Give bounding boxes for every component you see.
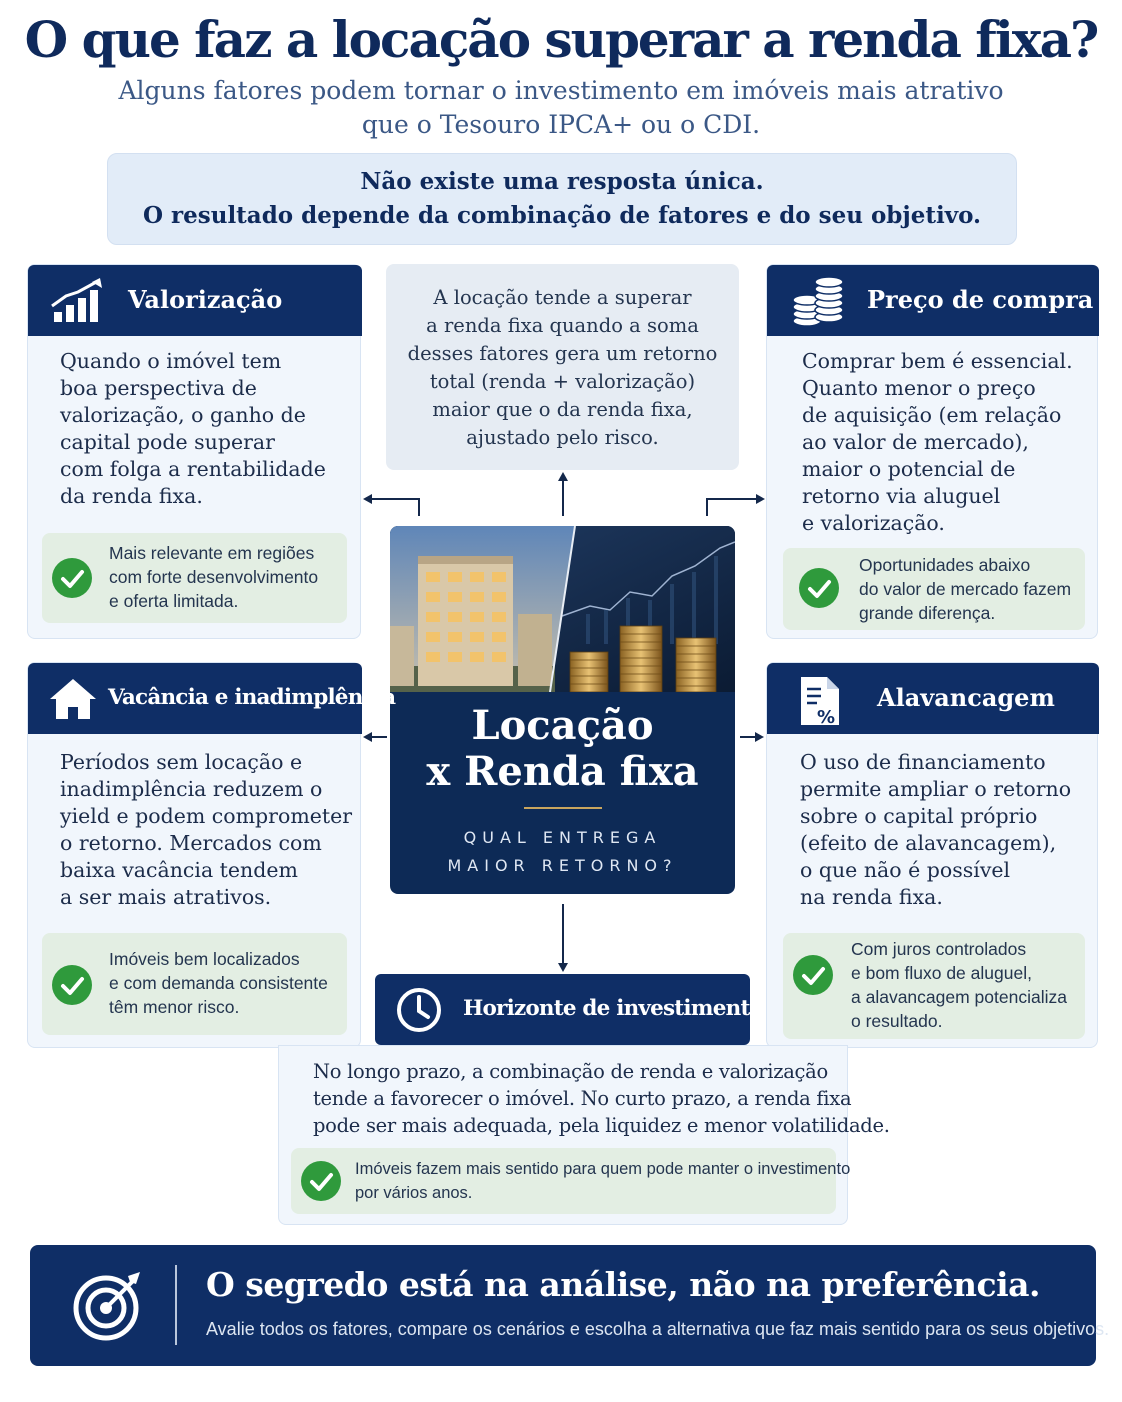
- arrow-left-small-icon: [363, 729, 387, 745]
- body-line: inadimplência reduzem o: [60, 777, 323, 801]
- body-line: na renda fixa.: [800, 885, 943, 909]
- center-summary-box: [386, 264, 739, 470]
- body-line: a ser mais atrativos.: [60, 885, 272, 909]
- hero-title-line-1: Locação: [471, 702, 654, 749]
- note-line: a alavancagem potencializa: [851, 987, 1067, 1007]
- check-icon: [799, 568, 839, 608]
- note-line: por vários anos.: [355, 1184, 473, 1202]
- subtitle-line-1: Alguns fatores podem tornar o investimento em imóveis mais atrativo: [118, 76, 1004, 105]
- body-line: o que não é possível: [800, 858, 1011, 882]
- body-line: valorização, o ganho de: [60, 403, 306, 427]
- summary-line: A locação tende a superar: [433, 286, 692, 309]
- banner-line-2: O resultado depende da combinação de fatores e do seu objetivo.: [142, 202, 982, 229]
- card-body-valorizacao: [60, 348, 326, 510]
- note-line: Oportunidades abaixo: [859, 555, 1031, 575]
- summary-line: desses fatores gera um retorno: [407, 342, 718, 365]
- hero-title-line-2: x Renda fixa: [426, 748, 699, 795]
- summary-line: total (renda + valorização): [429, 370, 696, 393]
- note-alavancagem: [783, 933, 1085, 1039]
- card-header-preco: [767, 265, 1099, 336]
- body-line: retorno via aluguel: [802, 484, 1001, 508]
- body-line: yield e podem comprometer: [60, 804, 353, 828]
- body-line: (efeito de alavancagem),: [800, 831, 1057, 855]
- subtitle-line-2: que o Tesouro IPCA+ ou o CDI.: [361, 110, 761, 139]
- card-title-alavancagem: Alavancagem: [877, 683, 1055, 712]
- body-line: pode ser mais adequada, pela liquidez e menor volatilidade.: [313, 1114, 890, 1137]
- card-body-alavancagem: [800, 749, 1071, 911]
- note-line: Mais relevante em regiões: [109, 543, 315, 563]
- hero-caption-line-1: QUAL ENTREGA: [463, 828, 662, 847]
- note-vacancia: [42, 933, 347, 1035]
- target-icon: [70, 1270, 146, 1346]
- coins-icon: [791, 277, 845, 331]
- note-line: e oferta limitada.: [109, 591, 239, 611]
- card-preco-compra: [766, 264, 1098, 639]
- body-line: da renda fixa.: [60, 484, 203, 508]
- clock-icon: [395, 986, 443, 1038]
- footer-text: Avalie todos os fatores, compare os cenários e escolha a alternativa que faz mais sentido para os seus objetivos.: [206, 1319, 1110, 1339]
- note-line: e com demanda consistente: [109, 973, 328, 993]
- body-line: sobre o capital próprio: [800, 804, 1038, 828]
- note-horizonte: [291, 1148, 851, 1214]
- buildings-and-coins-illustration: [390, 526, 735, 692]
- note-line: Imóveis bem localizados: [109, 949, 300, 969]
- summary-line: a renda fixa quando a soma: [426, 314, 699, 337]
- note-line: têm menor risco.: [109, 997, 240, 1017]
- key-message-banner: [107, 153, 1017, 245]
- card-header-horizonte: [375, 974, 764, 1045]
- body-line: Quando o imóvel tem: [60, 349, 282, 373]
- note-preco: [783, 548, 1085, 630]
- card-vacancia: [27, 662, 396, 1048]
- arrow-up-icon: [555, 472, 571, 516]
- card-title-vacancia: Vacância e inadimplência: [108, 685, 396, 710]
- body-line: Períodos sem locação e: [60, 750, 303, 774]
- card-valorizacao: [27, 264, 361, 639]
- body-line: ao valor de mercado),: [802, 430, 1029, 454]
- body-line: Comprar bem é essencial.: [802, 349, 1073, 373]
- note-line: Imóveis fazem mais sentido para quem pode manter o investimento: [355, 1160, 851, 1178]
- body-line: capital pode superar: [60, 430, 275, 454]
- note-line: com forte desenvolvimento: [109, 567, 319, 587]
- check-icon: [52, 965, 92, 1005]
- note-line: do valor de mercado fazem: [859, 579, 1072, 599]
- card-body-vacancia: [60, 749, 352, 911]
- note-line: grande diferença.: [859, 603, 996, 623]
- growth-chart-icon: [50, 278, 106, 328]
- body-line: o retorno. Mercados com: [60, 831, 322, 855]
- arrow-left-icon: [363, 489, 423, 517]
- card-horizonte: [278, 1045, 890, 1225]
- check-icon: [793, 955, 833, 995]
- note-valorizacao: [42, 533, 347, 623]
- check-icon: [52, 558, 92, 598]
- body-line: baixa vacância tendem: [60, 858, 298, 882]
- card-header-vacancia: [28, 663, 396, 734]
- arrow-right-icon: [703, 489, 765, 517]
- body-line: permite ampliar o retorno: [800, 777, 1072, 801]
- note-line: o resultado.: [851, 1011, 943, 1031]
- note-line: e bom fluxo de aluguel,: [851, 963, 1032, 983]
- hero-divider: [524, 807, 602, 809]
- card-header-valorizacao: [28, 265, 362, 336]
- hero-caption-line-2: MAIOR RETORNO?: [447, 856, 678, 875]
- card-title-valorizacao: Valorização: [128, 285, 283, 314]
- arrow-right-small-icon: [740, 729, 764, 745]
- banner-line-1: Não existe uma resposta única.: [360, 168, 764, 195]
- footer-title: O segredo está na análise, não na preferência.: [206, 1265, 1041, 1304]
- body-line: com folga a rentabilidade: [60, 457, 326, 481]
- footer-banner: [30, 1245, 1110, 1366]
- body-line: O uso de financiamento: [800, 750, 1046, 774]
- body-line: No longo prazo, a combinação de renda e valorização: [313, 1060, 828, 1083]
- card-body-preco: [802, 348, 1073, 537]
- card-body-horizonte: [313, 1058, 890, 1139]
- body-line: de aquisição (em relação: [802, 403, 1062, 427]
- body-line: maior o potencial de: [802, 457, 1016, 481]
- card-alavancagem: [766, 662, 1098, 1048]
- card-header-alavancagem: [767, 663, 1099, 734]
- body-line: Quanto menor o preço: [802, 376, 1036, 400]
- page-title: O que faz a locação superar a renda fixa?: [24, 10, 1098, 69]
- check-icon: [301, 1161, 341, 1201]
- card-title-horizonte: Horizonte de investimento: [463, 996, 764, 1021]
- arrow-down-icon: [555, 904, 571, 972]
- summary-line: ajustado pelo risco.: [466, 426, 659, 449]
- body-line: e valorização.: [802, 511, 945, 535]
- house-icon: [48, 677, 98, 725]
- document-percent-icon: [799, 675, 843, 731]
- footer-divider: [175, 1265, 177, 1345]
- body-line: tende a favorecer o imóvel. No curto prazo, a renda fixa: [313, 1087, 852, 1110]
- body-line: boa perspectiva de: [60, 376, 257, 400]
- card-title-preco: Preço de compra: [867, 285, 1094, 314]
- svg-text:%: %: [817, 707, 836, 727]
- center-hero-box: [390, 526, 735, 894]
- note-line: Com juros controlados: [851, 939, 1027, 959]
- summary-line: maior que o da renda fixa,: [432, 398, 693, 421]
